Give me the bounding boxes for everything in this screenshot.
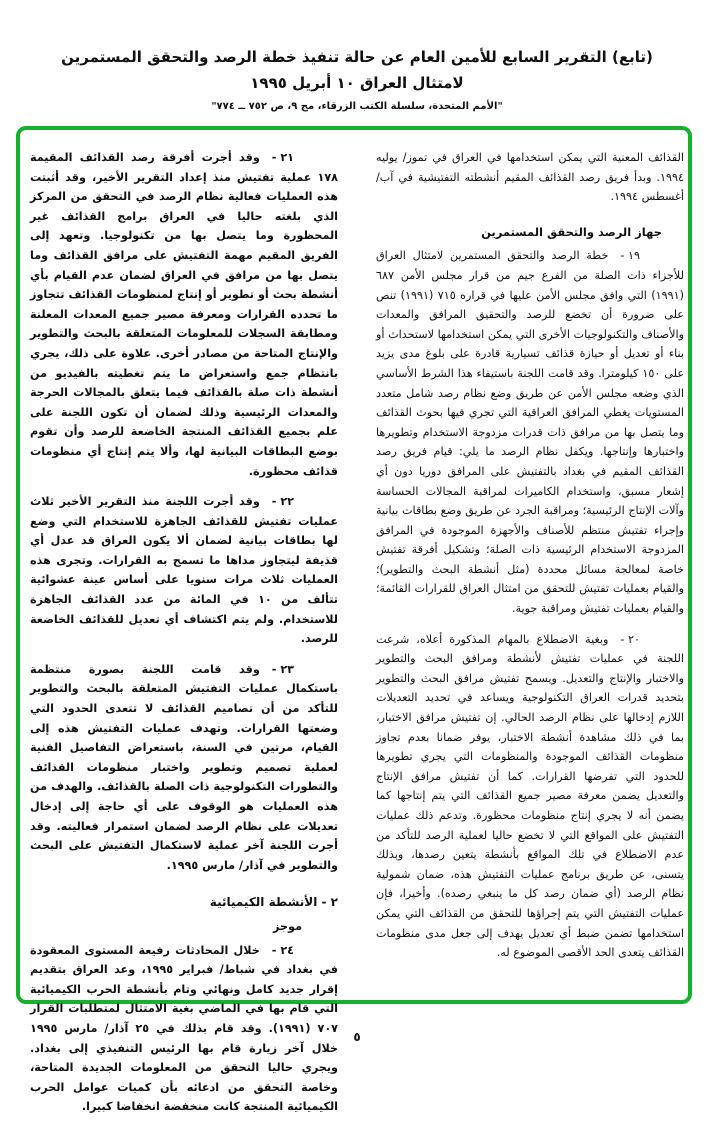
section-subheading: جهاز الرصد والتحقق المستمرين <box>481 224 662 239</box>
document-header <box>0 44 714 116</box>
paragraph-text: وقد أجرت اللجنة منذ التقرير الأخير ثلاث عمليات تفتيش للقذائف الجاهزة للاستخدام التي وضع لها بطاقات بيانية لضمان ألا يكون العراق قد عدل أي قذيفة ليتجاوز مداها ما تسمح به القرارات. وتجرى هذه العمليات ثلاث مرات سنويا على أساس عينة عشوائية تتألف من ١٠ في المائة من عدد القذائف الجاهزة للاستخدام. ولم يتم اكتشاف أي تعديل للقذائف الخاضعة للرصد. <box>30 495 338 646</box>
document-title: (تابع) التقرير السابع للأمين العام عن حالة تنفيذ خطة الرصد والتحقق المستمرين <box>61 48 653 66</box>
chemical-section-heading: ٢ - الأنشطة الكيميائية <box>209 895 338 910</box>
paragraph-text: وقد قامت اللجنة بصورة منتظمة باستكمال عمليات التفتيش المتعلقة بالبحث والتطوير للتأكد من أن تصاميم القذائف لا تتعدى الحدود التي وضعتها القرارات. وتهدف عمليات التفتيش هذه إلى القيام، مرتين في السنة، باستعراض التفاصيل الفنية لعملية تصميم وتطوير واختبار منظومات القذائف والتطورات التكنولوجية ذات الصلة بالقذائف. والهدف من هذه العمليات هو الوقوف على أي حاجة إلى إدخال تعديلات على نظام الرصد لضمان استمرار فعاليته. وقد أجرت اللجنة آخر عملية لاستكمال التفتيش على البحث والتطوير في آذار/ مارس ١٩٩٥. <box>30 662 338 872</box>
page-number: ٥ <box>353 1030 361 1044</box>
paragraph-text: خطة الرصد والتحقق المستمرين لامتثال العراق للأجزاء ذات الصلة من الفرع جيم من قرار مجلس الأمن ٦٨٧ (١٩٩١) التي وافق مجلس الأمن عليها في قراره ٧١٥ (١٩٩١) تنص على ضرورة أن تخضع للرصد والتحقيق المرافق والمعدات والأصناف والتكنولوجيات الأخرى التي يمكن استخدامها لاستحداث أو بناء أو تعديل أو حيازة قذائف تسيارية قادرة على بلوغ مدى يزيد على ١٥٠ كيلومترا. وقد قامت اللجنة باستيفاء هذا الشرط الأساسي الذي وضعه مجلس الأمن عن طريق وضع نظام رصد شامل متعدد المستويات يغطي المرافق العراقية التي تجري فيها بحوث القذائف وما يتصل بها من مرافق ذات قدرات مزدوجة الاستخدام وتطويرها واختبارها وإنتاجها. ويكفل نظام الرصد ما يلي: قيام فريق رصد القذائف المقيم في بغداد بالتفتيش على المرافق دوريا دون أي إشعار مسبق، واستخدام الكاميرات لمراقبة المجالات الحساسة وآلات الإنتاج الرئيسية؛ ومراقبة الجرد عن طريق وضع بطاقات بيانية وإجراء تفتيش منتظم للأصناف والأجهزة الموجودة في المرافق المزدوجة الاستخدام الرئيسية ذات الصلة؛ وتشكيل أفرقة تفتيش خاصة لمعالجة مسائل محددة (مثل أنشطة البحث والتطوير)؛ والقيام بعمليات تفتيش للتحقق من امتثال العراق للقرارات القائمة؛ والقيام بعمليات تفتيش ومراقبة جوية. <box>376 249 684 616</box>
paragraph-19 <box>376 246 684 618</box>
intro-paragraph: القذائف المعنية التي يمكن استخدامها في العراق في تموز/ يوليه ١٩٩٤. وبدأ فريق رصد القذائف المقيم أنشطته التفتيشية في آب/ أغسطس ١٩٩٤. <box>376 151 684 204</box>
summary-subheading: موجز <box>273 919 302 933</box>
paragraph-number: ٢٣ - <box>271 662 294 676</box>
paragraph-24 <box>30 941 338 1117</box>
paragraph-22 <box>30 492 338 649</box>
right-column <box>376 148 684 974</box>
document-subtitle: لامتثال العراق ١٠ أبريل ١٩٩٥ <box>250 74 464 92</box>
paragraph-text: خلال المحادثات رفيعة المستوى المعقودة في بغداد في شباط/ فبراير ١٩٩٥، وعد العراق بتقديم إقرار جديد كامل ونهائي وتام بأنشطة الحرب الكيميائية التي قام بها في الماضي بغية الامتثال لمتطلبات القرار ٧٠٧ (١٩٩١). وقد قام بذلك في ٢٥ آذار/ مارس ١٩٩٥ خلال آخر زيارة قام بها الرئيس التنفيذي إلى بغداد. ويجري حاليا التحقق من المعلومات الجديدة المتاحة، وخاصة التحقق من ادعائه بأن كميات عوامل الحرب الكيميائية المنتجة كانت منخفضة انخفاضا كبيرا. <box>30 943 338 1114</box>
paragraph-21 <box>30 148 338 481</box>
paragraph-number: ٢٠ - <box>620 632 640 646</box>
paragraph-number: ٢١ - <box>271 151 294 164</box>
source-citation: "الأمم المتحدة، سلسلة الكتب الزرقاء، مج ٩، ص ٧٥٢ ــ ٧٧٤" <box>211 101 503 112</box>
paragraph-number: ٢٢ - <box>271 495 294 509</box>
paragraph-text: وبغية الاضطلاع بالمهام المذكورة أعلاه، شرعت اللجنة في عمليات تفتيش لأنشطة ومرافق البحث والتطوير والاختبار والإنتاج والتعديل. ويسمح تفتيش مرافق البحث والتطوير بتحديد قدرات العراق التكنولوجية ويساعد في تحديد التعديلات اللازم إدخالها على نظام الرصد الحالي. إن تفتيش مرافق الاختبار، بما في ذلك مشاهدة أنشطة الاختبار، يوفر ضمانا بعدم تجاوز منظومات القذائف الموجودة والمنظومات التي يجري تطويرها للحدود التي تفرضها القرارات. كما أن تفتيش مرافق الإنتاج والتعديل يضمن معرفة مصير جميع القذائف التي يتم إنتاجها كما يضمن أنه لا يجري إنتاج منظومات محظورة. وتدعم ذلك عمليات التفتيش على المواقع التي لا تخضع حاليا لعملية الرصد للتأكد من عدم الاضطلاع في تلك المواقع بأنشطة يتعين رصدها، وبذلك يتسنى، عن طريق برنامج عمليات التفتيش هذه، ضمان شمولية نظام الرصد (أي ضمان رصد كل ما ينبغي رصده). وأخيرا، فإن عمليات التفتيش التي يتم إجراؤها للتحقق من القذائف التي يمكن استخدامها تضمن ضبط أي تعديل يهدف إلى جعل مدى منظومات القذائف يتعدى الحد الأقصى الموضوع له. <box>376 632 684 960</box>
left-column <box>30 148 338 1128</box>
paragraph-23 <box>30 660 338 876</box>
paragraph-number: ٢٤ - <box>271 943 294 957</box>
paragraph-number: ١٩ - <box>620 249 640 263</box>
paragraph-text: وقد أجرت أفرقة رصد القذائف المقيمة ١٧٨ عملية تفتيش منذ إعداد التقرير الأخير، وقد أثبتت هذه العمليات فعالية نظام الرصد في التحقق من المركز الذي بلغته حاليا في العراق برامج القذائف غير المحظورة وما يتصل بها من تكنولوجيا. وتعهد إلى الفريق المقيم مهمة التفتيش على مرافق القذائف وما يتصل بها من مرافق في العراق لضمان عدم القيام بأي أنشطة بحث أو تطوير أو إنتاج لمنظومات القذائف تتجاوز ما تحدده القرارات ومعرفة مصير جميع المعدات المعلنة ومطابقة السجلات للمعلومات المتعلقة بالبحث والتطوير والإنتاج المتاحة من مصادر أخرى. علاوة على ذلك، يجري بانتظام جمع واستعراض ما يتم تغطيته بالفيديو من أنشطة ذات صلة بالقذائف فيما يتعلق بالمجالات الحرجة والمعدات الرئيسية وذلك لضمان أن تكون اللجنة على علم بجميع القذائف المنتجة الخاضعة للرصد وأن تقوم بوضع البطاقات البيانية لها، وألا يتم إنتاج أي منظومات قذائف محظورة. <box>30 151 338 478</box>
paragraph-20 <box>376 630 684 963</box>
